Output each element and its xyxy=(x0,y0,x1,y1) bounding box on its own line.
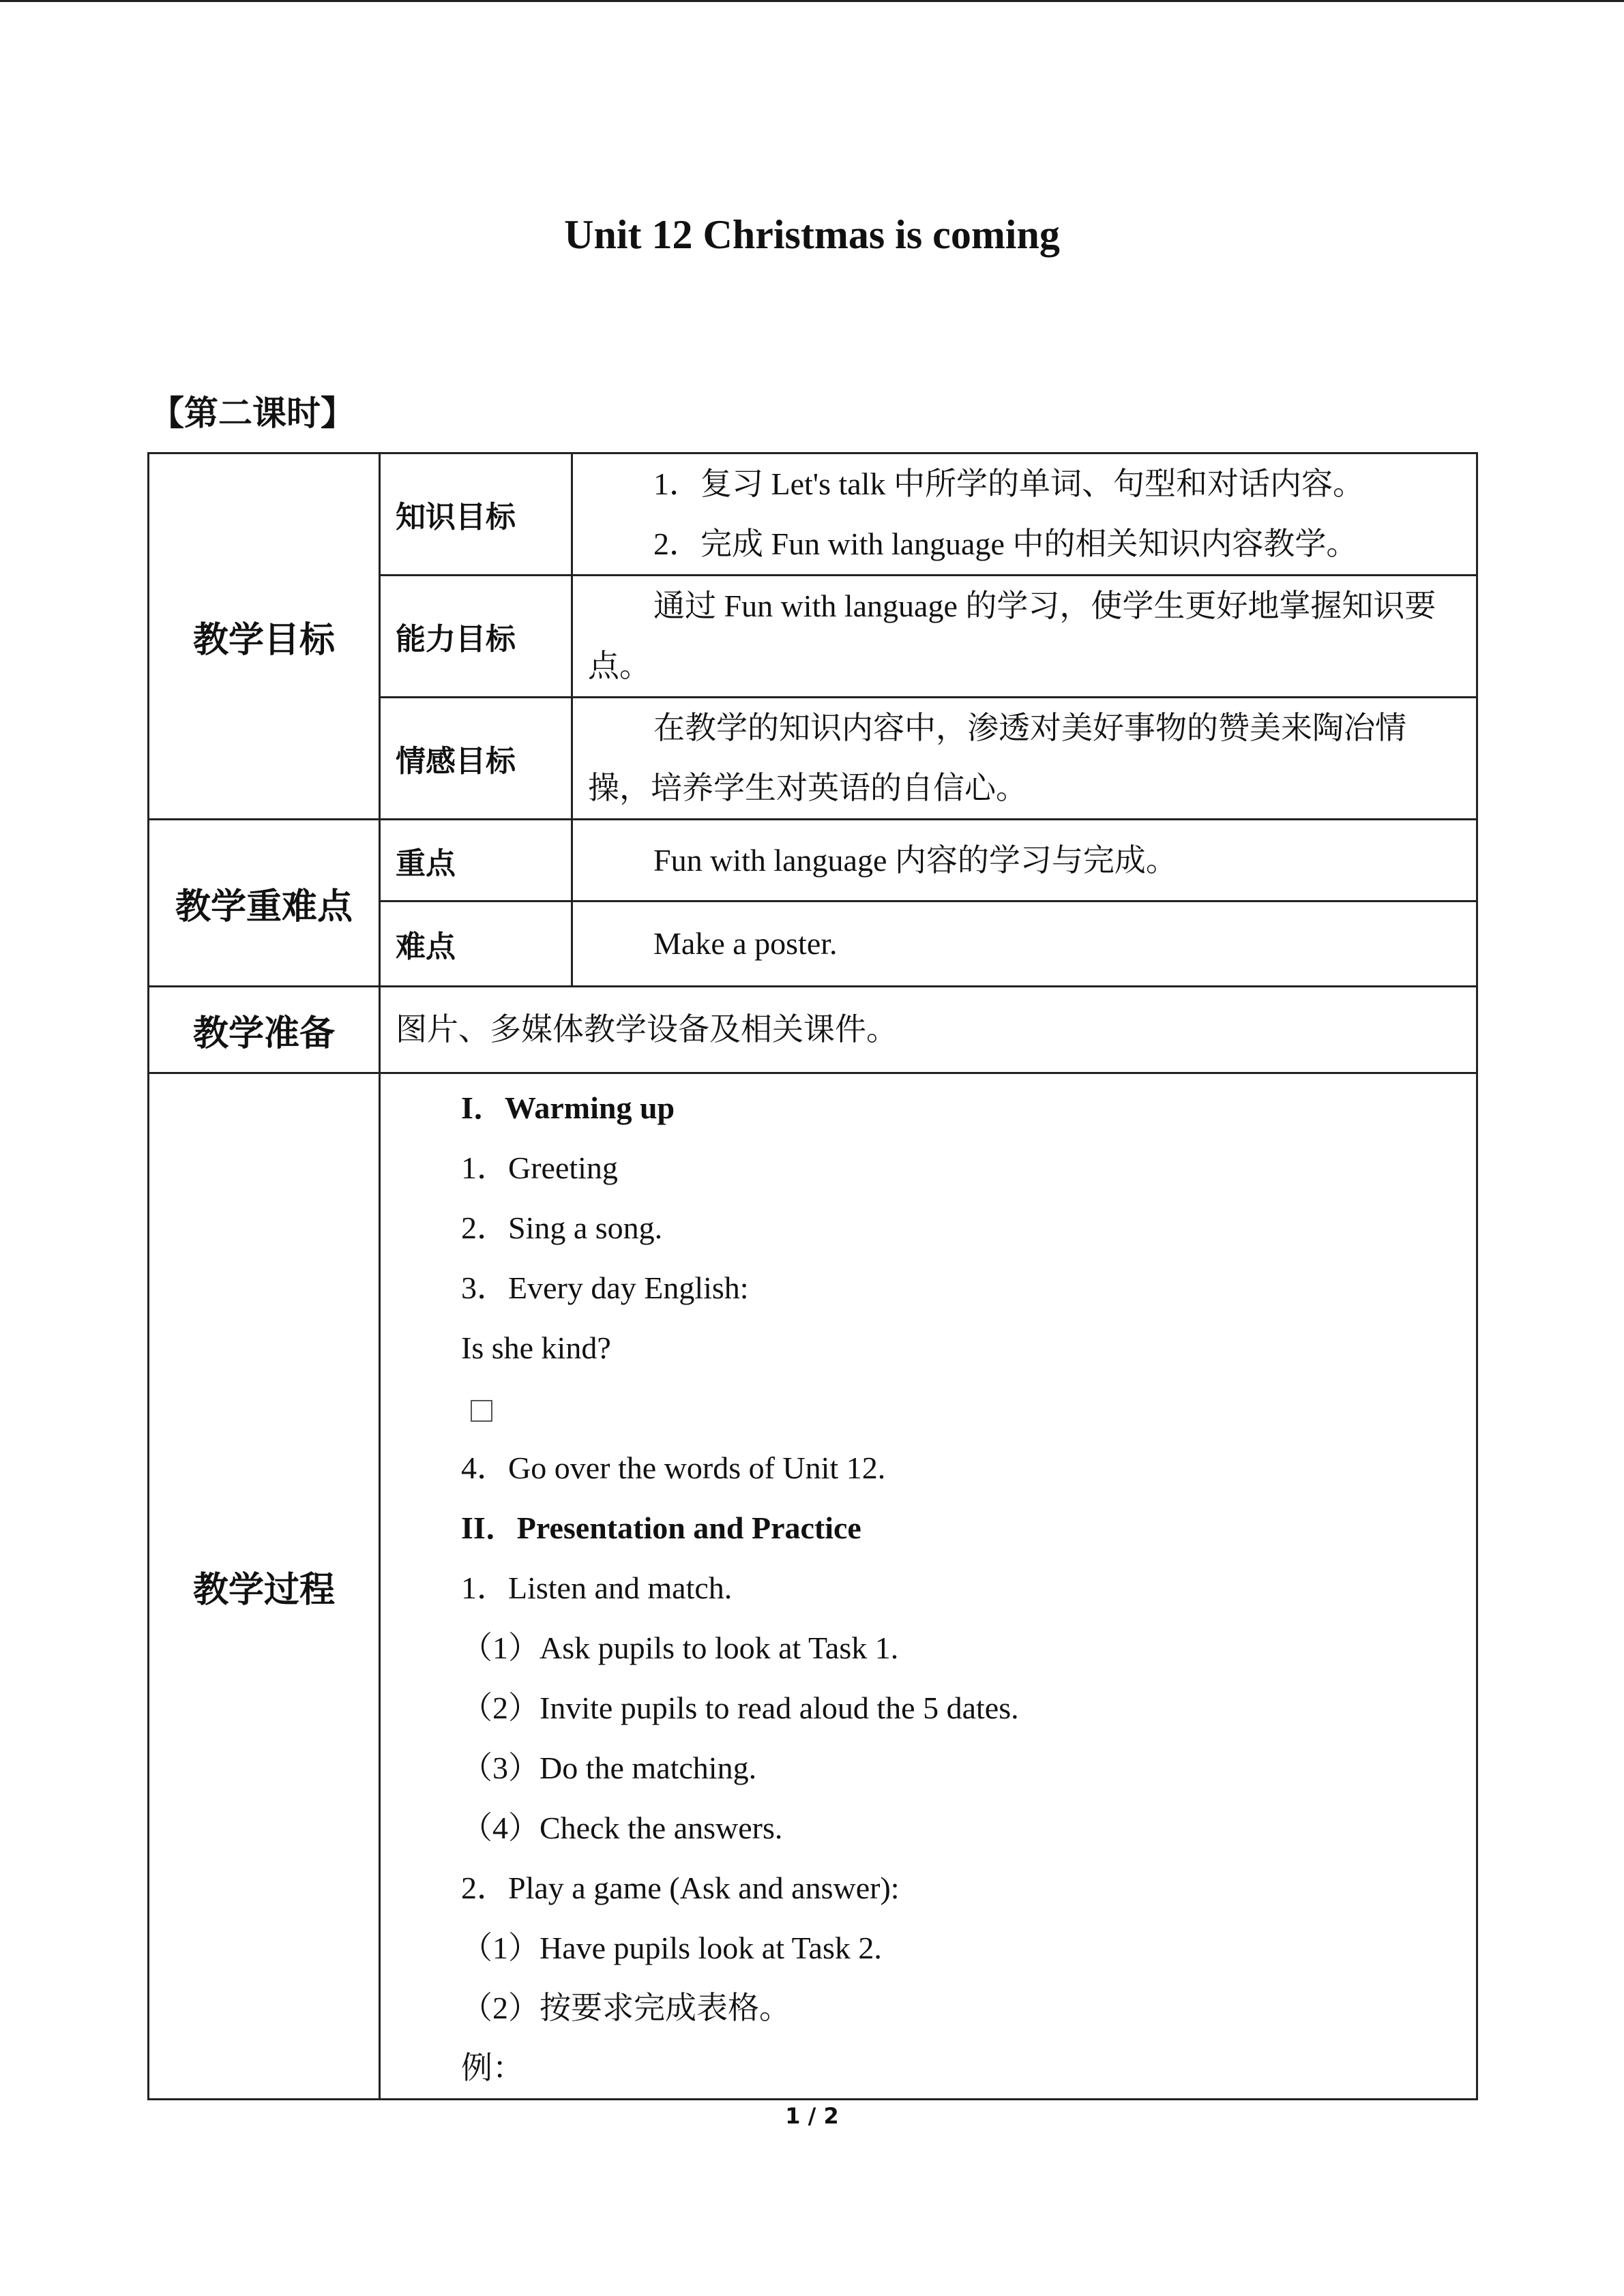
emotion-text: 在教学的知识内容中，渗透对美好事物的赞美来陶冶情操，培养学生对英语的自信心。 xyxy=(588,711,1406,805)
process-line: 1．Listen and match. xyxy=(461,1570,733,1605)
page-top-border xyxy=(0,0,1624,2)
process-line: （3）Do the matching. xyxy=(461,1750,757,1785)
process-line: 2．Sing a song. xyxy=(461,1210,663,1245)
missing-image-icon xyxy=(471,1400,492,1422)
process-line: 4．Go over the words of Unit 12. xyxy=(461,1450,886,1485)
page-number: 1 / 2 xyxy=(785,2103,839,2129)
process-line: Is she kind? xyxy=(461,1330,611,1365)
section-heading-presentation: II．Presentation and Practice xyxy=(461,1510,861,1545)
key-content xyxy=(572,820,1477,901)
lesson-label: 【第二课时】 xyxy=(150,393,355,433)
process-line: 1．Greeting xyxy=(461,1150,618,1185)
table-row xyxy=(149,820,1477,901)
lesson-plan-table xyxy=(147,452,1478,2100)
category-objectives: 教学目标 xyxy=(149,453,380,820)
table-row xyxy=(149,987,1477,1073)
process-line: 2．Play a game (Ask and answer): xyxy=(461,1870,900,1905)
knowledge-line-1: 1．复习 Let's talk 中所学的单词、句型和对话内容。 xyxy=(653,466,1364,501)
difficult-text: Make a poster. xyxy=(653,926,838,961)
sub-label-difficult: 难点 xyxy=(380,901,572,987)
sub-label-ability: 能力目标 xyxy=(380,576,572,698)
key-text: Fun with language 内容的学习与完成。 xyxy=(653,842,1177,878)
table-row xyxy=(149,453,1477,576)
process-line: （1）Have pupils look at Task 2. xyxy=(461,1930,882,1965)
process-line: 例： xyxy=(461,2051,524,2085)
category-preparation: 教学准备 xyxy=(149,987,380,1073)
process-line: （4）Check the answers. xyxy=(461,1810,783,1845)
ability-content xyxy=(572,576,1477,698)
sub-label-emotion: 情感目标 xyxy=(380,698,572,820)
section-heading-warming-up: I．Warming up xyxy=(461,1090,675,1125)
emotion-content xyxy=(572,698,1477,820)
category-key-points: 教学重难点 xyxy=(149,820,380,987)
knowledge-line-2: 2．完成 Fun with language 中的相关知识内容教学。 xyxy=(653,526,1358,561)
knowledge-content xyxy=(572,453,1477,576)
ability-text: 通过 Fun with language 的学习，使学生更好地掌握知识要点。 xyxy=(588,588,1436,683)
table-row xyxy=(149,1073,1477,2100)
difficult-content xyxy=(572,901,1477,987)
process-line: （1）Ask pupils to look at Task 1. xyxy=(461,1630,899,1665)
process-line: 3．Every day English: xyxy=(461,1270,749,1305)
sub-label-key: 重点 xyxy=(380,820,572,901)
process-content xyxy=(380,1073,1477,2100)
category-process: 教学过程 xyxy=(149,1073,380,2100)
placeholder-image-line xyxy=(461,1378,1476,1438)
document-title: Unit 12 Christmas is coming xyxy=(564,212,1060,257)
preparation-content xyxy=(380,987,1477,1073)
sub-label-knowledge: 知识目标 xyxy=(380,453,572,576)
process-line: （2）按要求完成表格。 xyxy=(461,1991,791,2025)
preparation-text: 图片、多媒体教学设备及相关课件。 xyxy=(396,1012,898,1047)
process-line: （2）Invite pupils to read aloud the 5 dates. xyxy=(461,1690,1019,1725)
